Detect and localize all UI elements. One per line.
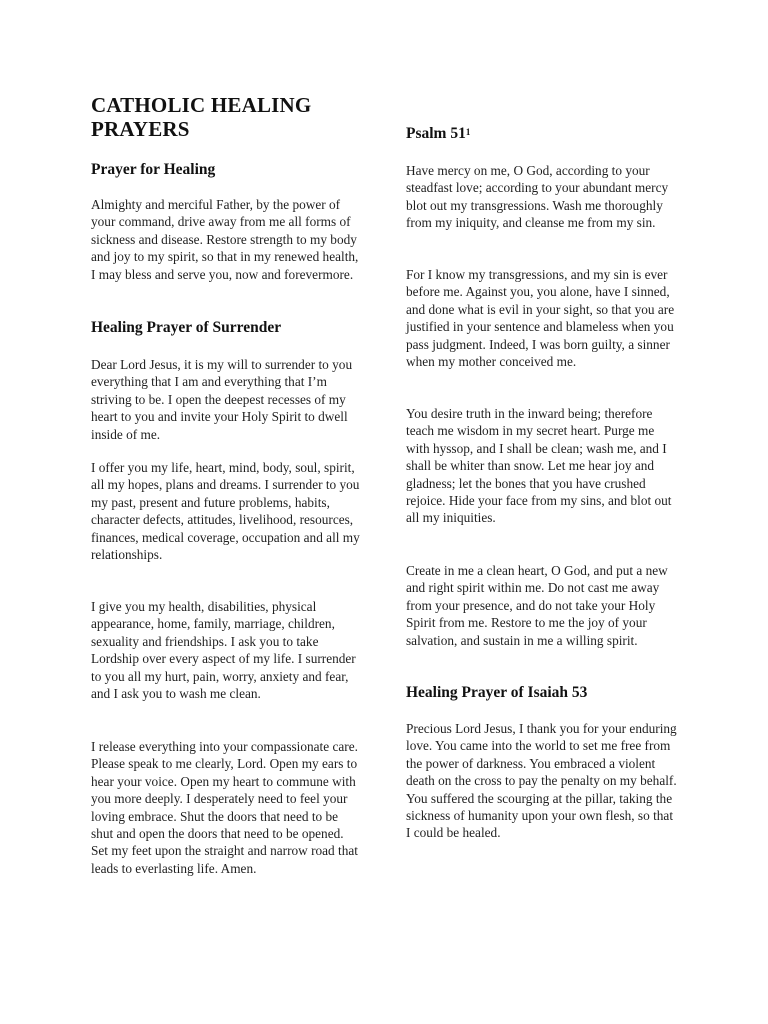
paragraph: I give you my health, disabilities, physical appearance, home, family, marriage, children, sexuality and friendships. I ask you to take Lordship over every aspect of my life. I surrender to you all my hurt, pain, worry, anxiety and fear, and I ask you to wash me clean. bbox=[91, 599, 356, 702]
section-heading-healing-prayer-of-surrender: Healing Prayer of Surrender bbox=[91, 319, 282, 336]
paragraph: You desire truth in the inward being; therefore teach me wisdom in my secret heart. Purge me with hyssop, and I shall be clean; wash me, and I shall be whiter than snow. Let me hear joy and gladness; let the bones that you have crushed rejoice. Hide your face from my sins, and blot out all my iniquities. bbox=[406, 406, 672, 526]
paragraph: Have mercy on me, O God, according to your steadfast love; according to your abundant mercy blot out my transgressions. Wash me thoroughly from my iniquity, and cleanse me from my sin. bbox=[406, 163, 669, 231]
paragraph: I offer you my life, heart, mind, body, soul, spirit, all my hopes, plans and dreams. I surrender to you my past, present and future problems, habits, character defects, attitudes, livelihood, resources, finances, medical coverage, occupation and all my relationships. bbox=[91, 460, 360, 563]
psalm-heading-text: Psalm 51 bbox=[406, 125, 466, 142]
paragraph: I release everything into your compassionate care. Please speak to me clearly, Lord. Open my ears to hear your voice. Open my heart to commune with you more deeply. I desperately need to feel your loving embrace. Shut the doors that need to be shut and open the doors that need to be opened. Set my feet upon the straight and narrow road that leads to everlasting life. Amen. bbox=[91, 739, 358, 876]
paragraph: Dear Lord Jesus, it is my will to surrender to you everything that I am and everything that I’m striving to be. I open the deepest recesses of my heart to you and invite your Holy Spirit to dwell inside of me. bbox=[91, 357, 353, 442]
paragraph: Almighty and merciful Father, by the power of your command, drive away from me all forms of sickness and disease. Restore strength to my body and joy to my spirit, so that in my renewed health, I may bless and serve you, now and forevermore. bbox=[91, 197, 359, 282]
paragraph: For I know my transgressions, and my sin is ever before me. Against you, you alone, have I sinned, and done what is evil in your sight, so that you are justified in your sentence and blameless when you pass judgment. Indeed, I was born guilty, a sinner when my mother conceived me. bbox=[406, 267, 675, 370]
document-title: CATHOLIC HEALING PRAYERS bbox=[91, 93, 312, 141]
section-heading-prayer-for-healing: Prayer for Healing bbox=[91, 161, 216, 178]
section-heading-healing-prayer-of-isaiah-53: Healing Prayer of Isaiah 53 bbox=[406, 684, 588, 701]
paragraph: Precious Lord Jesus, I thank you for your enduring love. You came into the world to set me free from the power of darkness. You embraced a violent death on the cross to pay the penalty on my behalf. You suffered the scourging at the pillar, taking the sickness of humanity upon your own flesh, so that I could be healed. bbox=[406, 721, 677, 841]
footnote-reference[interactable]: 1 bbox=[465, 127, 471, 137]
section-heading-psalm-51 bbox=[406, 124, 470, 144]
paragraph: Create in me a clean heart, O God, and put a new and right spirit within me. Do not cast me away from your presence, and do not take your Holy Spirit from me. Restore to me the joy of your salvation, and sustain in me a willing spirit. bbox=[406, 563, 668, 648]
